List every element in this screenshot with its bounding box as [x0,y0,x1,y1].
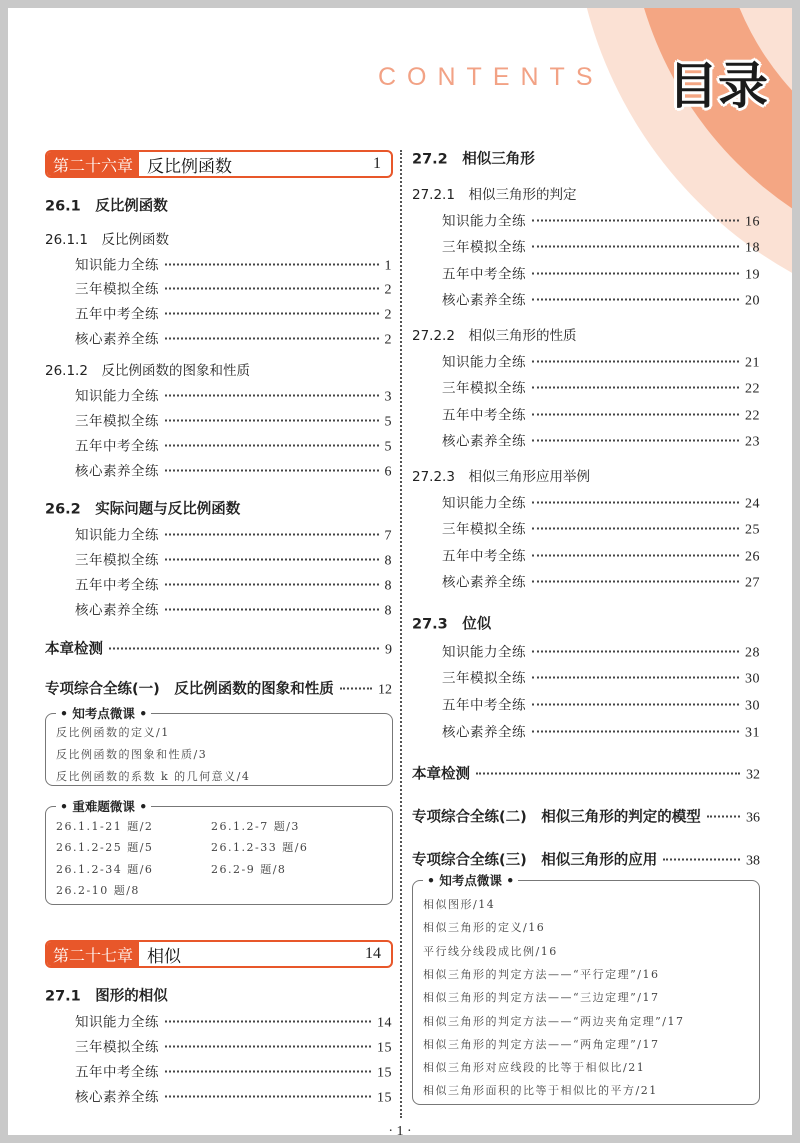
entry-label: 知识能力全练 [75,388,159,405]
entry-page-number: 2 [384,307,392,323]
dot-leader [532,387,739,389]
microlesson-link[interactable]: 26.1.2-25 题/5 [56,841,154,854]
entry-page-number: 8 [384,578,392,594]
microlesson-link[interactable]: 26.2-9 题/8 [211,863,287,876]
microlesson-link[interactable]: 26.1.2-34 题/6 [56,863,154,876]
toc-entry-item[interactable] [442,289,760,310]
entry-label: 五年中考全练 [75,306,159,323]
toc-entry-section[interactable] [45,985,168,1006]
toc-entry-item[interactable] [442,430,760,451]
dot-leader [532,440,739,442]
entry-page-number: 38 [746,853,760,869]
toc-entry-item[interactable] [442,721,760,742]
entry-label: 五年中考全练 [442,266,526,283]
toc-entry-item[interactable] [75,303,392,324]
dot-leader [165,1096,371,1098]
dot-leader [165,313,379,315]
entry-page-number: 22 [745,381,760,397]
entry-page-number: 3 [384,389,392,405]
toc-entry-item[interactable] [442,404,760,425]
entry-label: 26.1.1 反比例函数 [45,232,169,248]
toc-entry-sub[interactable] [412,183,576,203]
difficult-problem-microlesson-box [45,799,393,905]
microlesson-link[interactable]: 相似图形/14 [423,898,496,911]
entry-label: 三年模拟全练 [75,552,159,569]
toc-entry-item[interactable] [442,377,760,398]
entry-label: 26.1 反比例函数 [45,198,168,215]
entry-label: 27.2 相似三角形 [412,151,535,168]
entry-label: 核心素养全练 [442,574,526,591]
entry-page-number: 5 [384,414,392,430]
entry-page-number: 14 [377,1015,392,1031]
dot-leader [532,414,739,416]
toc-entry-section[interactable] [412,849,760,870]
dot-leader [165,264,379,266]
entry-label: 知识能力全练 [442,644,526,661]
entry-label: 26.1.2 反比例函数的图象和性质 [45,363,250,379]
toc-entry-sub[interactable] [412,465,590,485]
toc-entry-item[interactable] [75,599,392,620]
toc-entry-sub[interactable] [45,228,169,248]
entry-label: 专项综合全练(一) 反比例函数的图象和性质 [45,681,334,698]
toc-entry-section[interactable] [45,195,168,216]
dot-leader [532,502,739,504]
contents-heading: CONTENTS [378,63,604,91]
microlesson-link[interactable]: 26.1.2-7 题/3 [211,820,300,833]
dot-leader [532,677,739,679]
entry-page-number: 1 [384,258,392,274]
entry-page-number: 12 [378,682,392,698]
entry-label: 26.2 实际问题与反比例函数 [45,501,241,518]
dot-leader [165,559,379,561]
dot-leader [165,1021,371,1023]
entry-page-number: 23 [745,434,760,450]
microlesson-link[interactable]: 相似三角形面积的比等于相似比的平方/21 [423,1084,658,1097]
toc-title: 目录 [668,57,768,115]
dot-leader [165,420,379,422]
entry-label: 五年中考全练 [442,697,526,714]
chapter-page: 1 [373,155,381,172]
toc-entry-item[interactable] [442,571,760,592]
dot-leader [165,1071,371,1073]
dot-leader [532,246,739,248]
entry-label: 五年中考全练 [75,577,159,594]
toc-entry-item[interactable] [75,410,392,431]
box-label: • 知考点微课 • [423,871,518,889]
entry-page-number: 32 [746,767,760,783]
toc-entry-item[interactable] [442,518,760,539]
dot-leader [109,648,379,650]
entry-label: 三年模拟全练 [442,521,526,538]
entry-page-number: 22 [745,408,760,424]
dot-leader [165,470,379,472]
toc-entry-item[interactable] [75,1036,392,1057]
toc-entry-item[interactable] [75,328,392,349]
microlesson-link[interactable]: 相似三角形的定义/16 [423,921,546,934]
entry-label: 知识能力全练 [75,257,159,274]
dot-leader [532,651,739,653]
dot-leader [532,731,739,733]
toc-entry-item[interactable] [442,236,760,257]
dot-leader [165,609,379,611]
toc-entry-item[interactable] [442,641,760,662]
entry-page-number: 25 [745,522,760,538]
toc-entry-item[interactable] [442,694,760,715]
dot-leader [476,773,740,775]
toc-entry-item[interactable] [442,492,760,513]
chapter-title: 相似 [147,946,182,967]
toc-entry-item[interactable] [75,278,392,299]
microlesson-link[interactable]: 相似三角形的判定方法——“平行定理”/16 [423,968,660,981]
toc-entry-section[interactable] [45,678,392,699]
toc-entry-section[interactable] [412,613,491,634]
entry-label: 知识能力全练 [75,527,159,544]
toc-entry-section[interactable] [45,498,240,519]
microlesson-link[interactable]: 反比例函数的系数 k 的几何意义/4 [56,770,251,783]
dot-leader [663,859,740,861]
entry-label: 五年中考全练 [442,407,526,424]
entry-page-number: 28 [745,645,760,661]
box-label: • 知考点微课 • [56,704,151,722]
entry-page-number: 8 [384,553,392,569]
dot-leader [532,528,739,530]
entry-page-number: 15 [377,1040,392,1056]
entry-page-number: 20 [745,293,760,309]
knowledge-microlesson-box [45,706,393,786]
microlesson-link[interactable]: 反比例函数的图象和性质/3 [56,748,208,761]
toc-entry-item[interactable] [442,667,760,688]
entry-label: 五年中考全练 [442,548,526,565]
entry-page-number: 6 [384,464,392,480]
dot-leader [707,816,740,818]
microlesson-link[interactable]: 26.2-10 题/8 [56,884,140,897]
dot-leader [532,581,739,583]
entry-label: 核心素养全练 [75,1089,159,1106]
entry-label: 核心素养全练 [75,602,159,619]
entry-page-number: 26 [745,549,760,565]
column-divider [400,150,402,1118]
dot-leader [165,445,379,447]
microlesson-link[interactable]: 相似三角形的判定方法——“两角定理”/17 [423,1038,660,1051]
entry-label: 三年模拟全练 [75,281,159,298]
entry-page-number: 19 [745,267,760,283]
entry-label: 核心素养全练 [75,331,159,348]
knowledge-microlesson-box [412,873,760,1105]
entry-page-number: 36 [746,810,760,826]
microlesson-link[interactable]: 平行线分线段成比例/16 [423,945,558,958]
entry-page-number: 8 [384,603,392,619]
toc-entry-item[interactable] [75,435,392,456]
toc-entry-sub[interactable] [45,359,250,379]
entry-page-number: 27 [745,575,760,591]
entry-page-number: 2 [384,282,392,298]
dot-leader [532,299,739,301]
microlesson-link[interactable]: 相似三角形的判定方法——“三边定理”/17 [423,991,660,1004]
entry-label: 27.2.2 相似三角形的性质 [412,328,577,344]
chapter-number: 第二十七章 [47,942,139,966]
toc-entry-section[interactable] [45,638,392,659]
entry-label: 三年模拟全练 [442,380,526,397]
dot-leader [165,338,379,340]
entry-page-number: 31 [745,725,760,741]
entry-page-number: 15 [377,1065,392,1081]
entry-page-number: 18 [745,240,760,256]
toc-entry-item[interactable] [75,1061,392,1082]
toc-entry-sub[interactable] [412,324,576,344]
entry-page-number: 7 [384,528,392,544]
entry-page-number: 24 [745,496,760,512]
entry-label: 知识能力全练 [442,354,526,371]
toc-entry-item[interactable] [442,210,760,231]
entry-label: 知识能力全练 [442,495,526,512]
toc-entry-item[interactable] [75,1086,392,1107]
chapter-page: 14 [365,945,381,962]
entry-label: 三年模拟全练 [442,670,526,687]
toc-entry-item[interactable] [75,460,392,481]
dot-leader [165,288,379,290]
toc-entry-item[interactable] [75,385,392,406]
microlesson-link[interactable]: 相似三角形对应线段的比等于相似比/21 [423,1061,646,1074]
entry-label: 27.3 位似 [412,616,492,633]
chapter-title: 反比例函数 [147,156,233,177]
dot-leader [165,1046,371,1048]
dot-leader [165,395,379,397]
toc-entry-item[interactable] [442,351,760,372]
entry-label: 27.2.1 相似三角形的判定 [412,187,577,203]
entry-page-number: 9 [385,642,392,658]
entry-page-number: 16 [745,214,760,230]
entry-label: 本章检测 [45,641,103,658]
entry-label: 核心素养全练 [442,724,526,741]
entry-label: 核心素养全练 [75,463,159,480]
toc-entry-section[interactable] [412,763,760,784]
dot-leader [532,220,739,222]
entry-label: 本章检测 [412,766,470,783]
entry-label: 专项综合全练(三) 相似三角形的应用 [412,852,658,869]
dot-leader [532,704,739,706]
entry-label: 核心素养全练 [442,433,526,450]
page-number: · 1 · [388,1124,412,1135]
entry-label: 三年模拟全练 [442,239,526,256]
chapter-27-bar[interactable] [45,940,393,968]
entry-label: 27.2.3 相似三角形应用举例 [412,469,590,485]
toc-entry-item[interactable] [75,574,392,595]
microlesson-link[interactable]: 反比例函数的定义/1 [56,726,170,739]
toc-entry-item[interactable] [75,524,392,545]
toc-entry-item[interactable] [442,545,760,566]
entry-label: 三年模拟全练 [75,413,159,430]
entry-page-number: 2 [384,332,392,348]
microlesson-link[interactable]: 相似三角形的判定方法——“两边夹角定理”/17 [423,1015,685,1028]
entry-label: 27.1 图形的相似 [45,988,168,1005]
entry-label: 知识能力全练 [442,213,526,230]
entry-page-number: 5 [384,439,392,455]
entry-label: 三年模拟全练 [75,1039,159,1056]
toc-entry-item[interactable] [75,549,392,570]
toc-entry-section[interactable] [412,148,535,169]
entry-label: 五年中考全练 [75,1064,159,1081]
toc-entry-item[interactable] [442,263,760,284]
dot-leader [340,688,372,690]
entry-label: 知识能力全练 [75,1014,159,1031]
microlesson-link[interactable]: 26.1.1-21 题/2 [56,820,154,833]
toc-entry-section[interactable] [412,806,760,827]
box-label: • 重难题微课 • [56,797,151,815]
entry-label: 五年中考全练 [75,438,159,455]
entry-label: 核心素养全练 [442,292,526,309]
chapter-26-bar[interactable] [45,150,393,178]
dot-leader [165,534,379,536]
toc-entry-item[interactable] [75,254,392,275]
entry-page-number: 30 [745,671,760,687]
dot-leader [165,584,379,586]
dot-leader [532,273,739,275]
toc-entry-item[interactable] [75,1011,392,1032]
entry-label: 专项综合全练(二) 相似三角形的判定的模型 [412,809,701,826]
dot-leader [532,361,739,363]
entry-page-number: 30 [745,698,760,714]
microlesson-link[interactable]: 26.1.2-33 题/6 [211,841,309,854]
entry-page-number: 15 [377,1090,392,1106]
chapter-number: 第二十六章 [47,152,139,176]
toc-page [8,8,792,1135]
entry-page-number: 21 [745,355,760,371]
dot-leader [532,555,739,557]
